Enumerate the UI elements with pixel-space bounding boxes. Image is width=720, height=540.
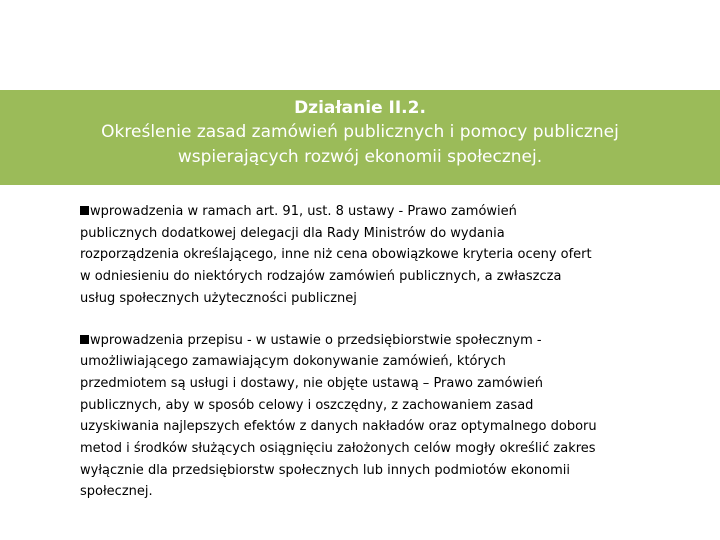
slide-title-heading: Działanie II.2. <box>294 98 426 118</box>
slide-content <box>80 201 670 523</box>
bullet-line <box>80 201 670 223</box>
title-band <box>0 90 720 185</box>
bullet-text: wprowadzenia w ramach art. 91, ust. 8 ustawy - Prawo zamówień <box>90 204 517 219</box>
bullet-line: uzyskiwania najlepszych efektów z danych nakładów oraz optymalnego doboru <box>80 419 597 435</box>
square-bullet-icon <box>80 335 89 344</box>
square-bullet-icon <box>80 206 89 215</box>
bullet-line: umożliwiającego zamawiającym dokonywanie zamówień, których <box>80 354 506 370</box>
bullet-line: usług społecznych użyteczności publicznej <box>80 290 357 306</box>
slide-title-line-1: Określenie zasad zamówień publicznych i pomocy publicznej <box>101 122 619 142</box>
bullet-line: w odniesieniu do niektórych rodzajów zamówień publicznych, a zwłaszcza <box>80 269 562 285</box>
bullet-text: wprowadzenia przepisu - w ustawie o przedsiębiorstwie społecznym - <box>90 332 542 348</box>
bullet-line: publicznych dodatkowej delegacji dla Rady Ministrów do wydania <box>80 225 505 241</box>
bullet-item-2 <box>80 330 670 504</box>
bullet-line: publicznych, aby w sposób celowy i oszczędny, z zachowaniem zasad <box>80 397 534 413</box>
bullet-line: przedmiotem są usługi i dostawy, nie objęte ustawą – Prawo zamówień <box>80 375 543 391</box>
bullet-line <box>80 330 670 352</box>
bullet-item-1 <box>80 201 670 310</box>
bullet-line: metod i środków służących osiągnięciu założonych celów mogły określić zakres <box>80 441 596 457</box>
bullet-line: wyłącznie dla przedsiębiorstw społecznych lub innych podmiotów ekonomii <box>80 462 570 478</box>
bullet-line: rozporządzenia określającego, inne niż cena obowiązkowe kryteria oceny ofert <box>80 247 592 263</box>
bullet-line: społecznej. <box>80 484 153 500</box>
slide-title-line-2: wspierających rozwój ekonomii społecznej. <box>177 147 543 167</box>
